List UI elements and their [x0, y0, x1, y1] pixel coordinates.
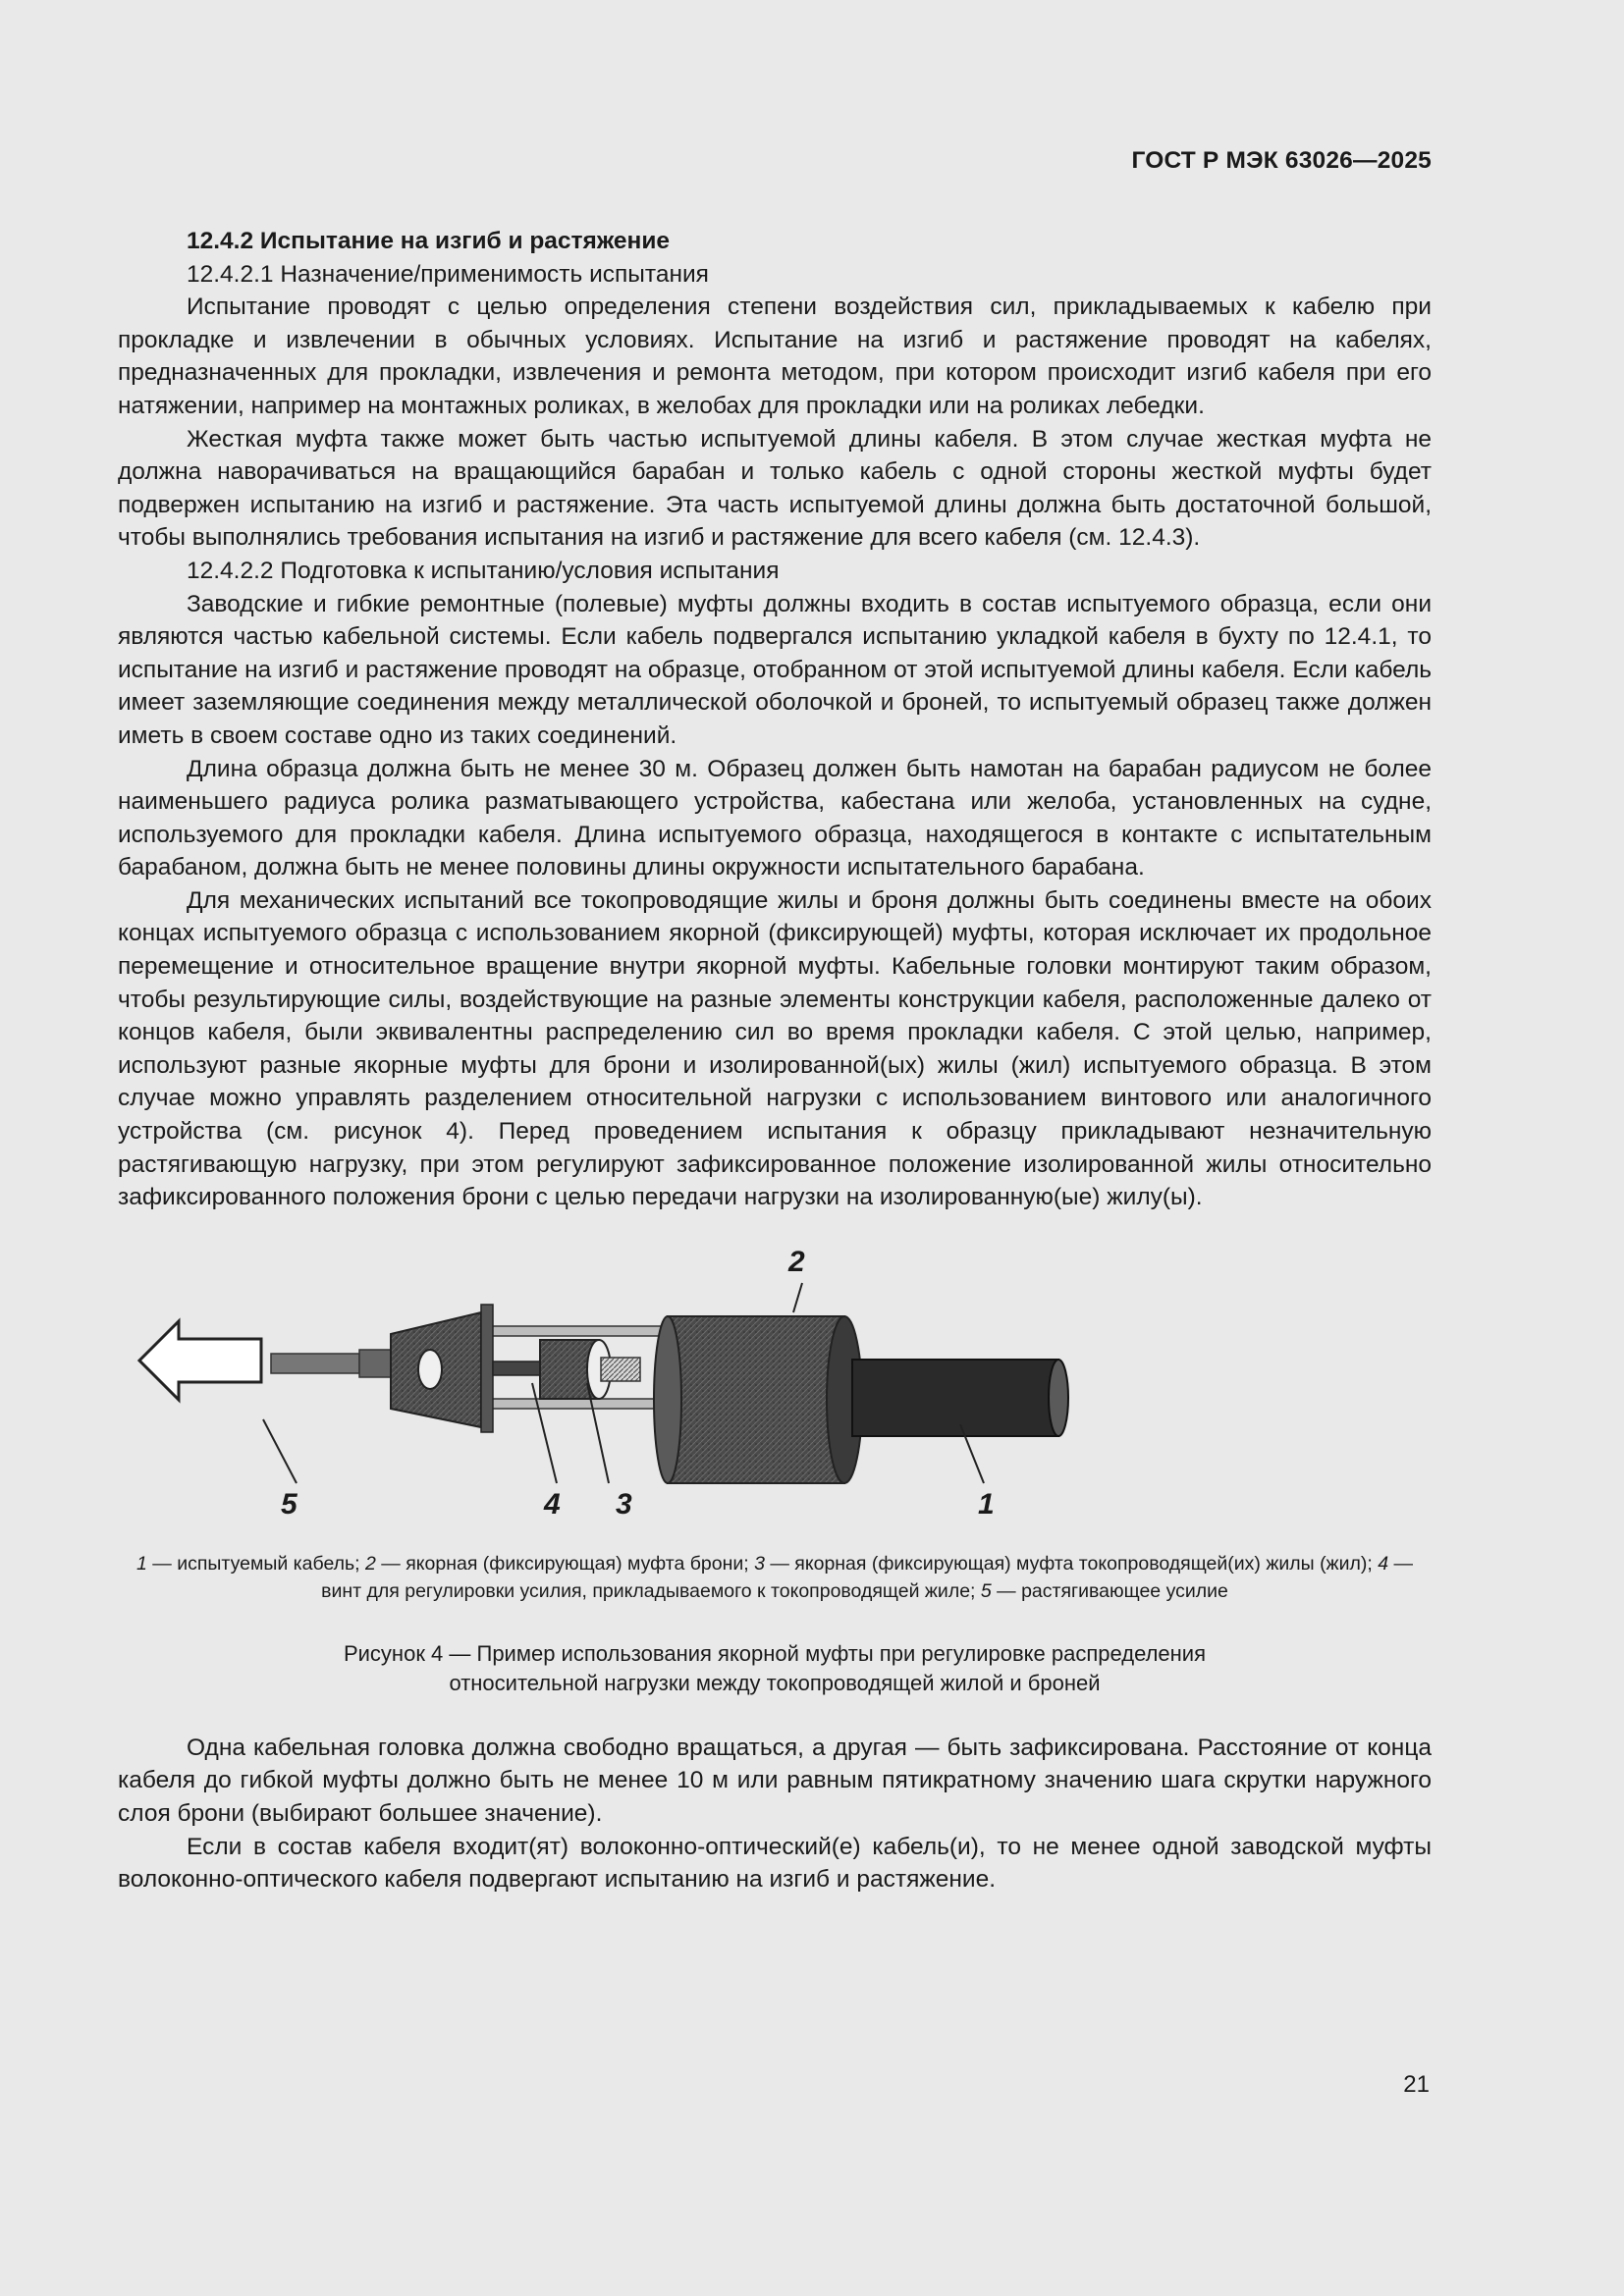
closing-text: [118, 1732, 1432, 1896]
paragraph: Для механических испытаний все токопроводящие жилы и броня должны быть соединены вместе на обоих концах испытуемого образца с использованием якорной (фиксирующей) муфты, которая исключает их продольное перемещение и относительное вращение внутри якорной муфты. Кабельные головки монтируют таким образом, чтобы результирующие силы, воздействующие на разные элементы конструкции кабеля, расположенные далеко от концов кабеля, были эквивалентны распределению сил во время прокладки кабеля. С этой целью, например, используют разные якорные муфты для брони и изолированной(ых) жилы (жил) испытуемого образца. В этом случае можно управлять разделением относительной нагрузки с использованием винтового или аналогичного устройства (см. рисунок 4). Перед проведением испытания к образцу прикладывают незначительную растягивающую нагрузку, при этом регулируют зафиксированное положение изолированной жилы относительно зафиксированного положения брони с целью передачи нагрузки на изолированную(ые) жилу(ы).: [118, 886, 1432, 1211]
threaded-rod: [271, 1354, 359, 1373]
standard-code-header: ГОСТ Р МЭК 63026—2025: [1131, 147, 1432, 174]
paragraph: Если в состав кабеля входит(ят) волоконно-оптический(е) кабель(и), то не менее одной заводской муфты волоконно-оптического кабеля подвергают испытанию на изгиб и растяжение.: [118, 1833, 1432, 1894]
subsection-2-title: 12.4.2.2 Подготовка к испытанию/условия испытания: [187, 557, 780, 584]
paragraph: Длина образца должна быть не менее 30 м. Образец должен быть намотан на барабан радиусом не более наименьшего радиуса ролика разматывающего устройства, кабестана или желоба, установленных на судне, используемого для прокладки кабеля. Длина испытуемого образца, находящегося в контакте с испытательным барабаном, должна быть не менее половины длины окружности испытательного барабана.: [118, 755, 1432, 881]
legend-number: 1: [136, 1552, 147, 1575]
figure-legend: [118, 1550, 1432, 1605]
legend-text: — якорная (фиксирующая) муфта брони;: [375, 1552, 755, 1575]
callout-2: 2: [788, 1245, 805, 1278]
pulling-force-arrow-icon: [139, 1321, 261, 1400]
armour-anchor-sleeve: [668, 1316, 844, 1483]
paragraph: Одна кабельная головка должна свободно вращаться, а другая — быть зафиксирована. Расстояние от конца кабеля до гибкой муфты должно быть не менее 10 м или равным пятикратному значению шага скрутки наружного слоя брони (выбирают большее значение).: [118, 1734, 1432, 1827]
legend-text: — испытуемый кабель;: [146, 1552, 366, 1575]
legend-text: — якорная (фиксирующая) муфта токопроводящей(их) жилы (жил);: [764, 1552, 1379, 1575]
legend-number: 3: [754, 1552, 765, 1575]
callout-3: 3: [616, 1487, 632, 1521]
page-number: 21: [1403, 2071, 1430, 2098]
anchor-sleeve-illustration: [118, 1236, 1432, 1550]
caption-line-1: Рисунок 4 — Пример использования якорной муфты при регулировке распределения: [343, 1640, 1207, 1666]
adjusting-screw: [493, 1362, 540, 1375]
legend-number: 5: [980, 1579, 992, 1602]
figure-4-diagram: [118, 1236, 1432, 1550]
callout-5: 5: [281, 1487, 298, 1521]
callout-1: 1: [978, 1487, 995, 1521]
legend-number: 2: [365, 1552, 376, 1575]
legend-number: 4: [1378, 1552, 1389, 1575]
caption-line-2: относительной нагрузки между токопроводящей жилой и броней: [449, 1670, 1101, 1695]
callout-4: 4: [544, 1487, 561, 1521]
legend-text: — растягивающее усилие: [991, 1579, 1228, 1602]
paragraph: Жесткая муфта также может быть частью испытуемой длины кабеля. В этом случае жесткая муфта не должна наворачиваться на вращающийся барабан и только кабель с одной стороны жесткой муфты будет подвержен испытанию на изгиб и растяжение. Эта часть испытуемой длины должна быть достаточной большой, чтобы выполнялись требования испытания на изгиб и растяжение для всего кабеля (см. 12.4.3).: [118, 425, 1432, 552]
paragraph: Заводские и гибкие ремонтные (полевые) муфты должны входить в состав испытуемого образца, если они являются частью кабельной системы. Если кабель подвергался испытанию укладкой кабеля в бухту по 12.4.1, то испытание на изгиб и растяжение проводят на образце, отобранном от этой испытуемой длины кабеля. Если кабель имеет заземляющие соединения между металлической оболочкой и броней, то испытуемый образец также должен иметь в своем составе одно из таких соединений.: [118, 590, 1432, 749]
legend-text: — винт для регулировки усилия, прикладываемого к токопроводящей жиле;: [321, 1552, 1413, 1602]
figure-caption: [118, 1639, 1432, 1698]
subsection-1-title: 12.4.2.1 Назначение/применимость испытания: [187, 260, 709, 288]
tested-cable: [852, 1360, 1058, 1436]
page-content: [118, 225, 1432, 1896]
paragraph: Испытание проводят с целью определения степени воздействия сил, прикладываемых к кабелю при прокладке и извлечении в обычных условиях. Испытание на изгиб и растяжение проводят на кабелях, предназначенных для прокладки, извлечения и ремонта методом, при котором происходит изгиб кабеля при его натяжении, например на монтажных роликах, в желобах для прокладки или на роликах лебедки.: [118, 294, 1432, 419]
section-title: 12.4.2 Испытание на изгиб и растяжение: [187, 228, 671, 254]
